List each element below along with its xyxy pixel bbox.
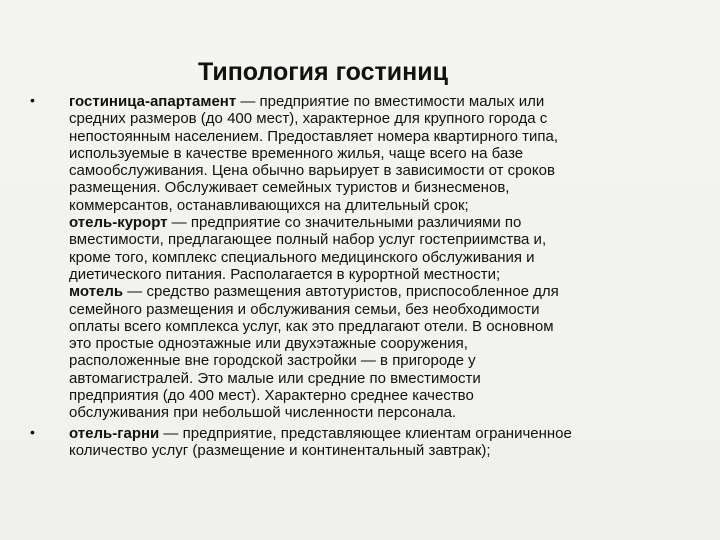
item1-line: размещения. Обслуживает семейных туристов и бизнесменов, xyxy=(69,179,510,197)
item1-line: коммерсантов, останавливающихся на длительный срок; xyxy=(69,196,469,214)
item1-line: непостоянным населением. Предоставляет номера квартирного типа, xyxy=(69,127,559,145)
subitem1-line: диетического питания. Располагается в курортной местности; xyxy=(69,265,501,283)
bullet-2-icon: • xyxy=(30,424,35,440)
bullet-2-text xyxy=(69,425,694,460)
bullet-1-icon: • xyxy=(30,92,35,108)
item2-first-line xyxy=(69,425,694,442)
item1-line: используемые в качестве временного жилья, чаще всего на базе xyxy=(69,144,524,162)
subitem2-first-line xyxy=(69,283,694,300)
subitem2-line: это простые одноэтажные или двухэтажные сооружения, xyxy=(69,335,468,353)
item1-line: средних размеров (до 400 мест), характерное для крупного города с xyxy=(69,110,548,128)
subitem1-first-line xyxy=(69,214,694,231)
subitem2-term: мотель xyxy=(69,283,124,301)
slide-title: Типология гостиниц xyxy=(198,58,448,86)
item1-term: гостиница-апартамент xyxy=(69,93,237,110)
item1-line: самообслуживания. Цена обычно варьирует в зависимости от сроков xyxy=(69,162,555,180)
bullet-1-text xyxy=(69,93,694,422)
subitem2-line: семейного размещения и обслуживания семьи, без необходимости xyxy=(69,300,540,318)
subitem2-line: обслуживания при небольшой численности персонала. xyxy=(69,404,457,422)
item1-first-line-rest: — предприятие по вместимости малых или xyxy=(236,93,545,110)
subitem2-line: расположенные вне городской застройки — в пригороде у xyxy=(69,352,476,370)
subitem1-line: вместимости, предлагающее полный набор услуг гостеприимства и, xyxy=(69,231,547,249)
item2-first-line-rest: — предприятие, представляющее клиентам ограниченное xyxy=(159,425,572,442)
subitem2-line: автомагистралей. Это малые или средние по вместимости xyxy=(69,369,481,387)
subitem1-first-line-rest: — предприятие со значительными различиями по xyxy=(167,214,522,232)
item2-term: отель-гарни xyxy=(69,425,160,442)
subitem2-line: оплаты всего комплекса услуг, как это предлагают отели. В основном xyxy=(69,317,554,335)
subitem1-term: отель-курорт xyxy=(69,214,168,232)
subitem2-line: предприятия (до 400 мест). Характерно среднее качество xyxy=(69,387,474,405)
subitem1-line: кроме того, комплекс специального медицинского обслуживания и xyxy=(69,248,535,266)
subitem2-first-line-rest: — средство размещения автотуристов, приспособленное для xyxy=(123,283,559,301)
item1-first-line xyxy=(69,93,694,110)
item2-line: количество услуг (размещение и континентальный завтрак); xyxy=(69,442,491,460)
